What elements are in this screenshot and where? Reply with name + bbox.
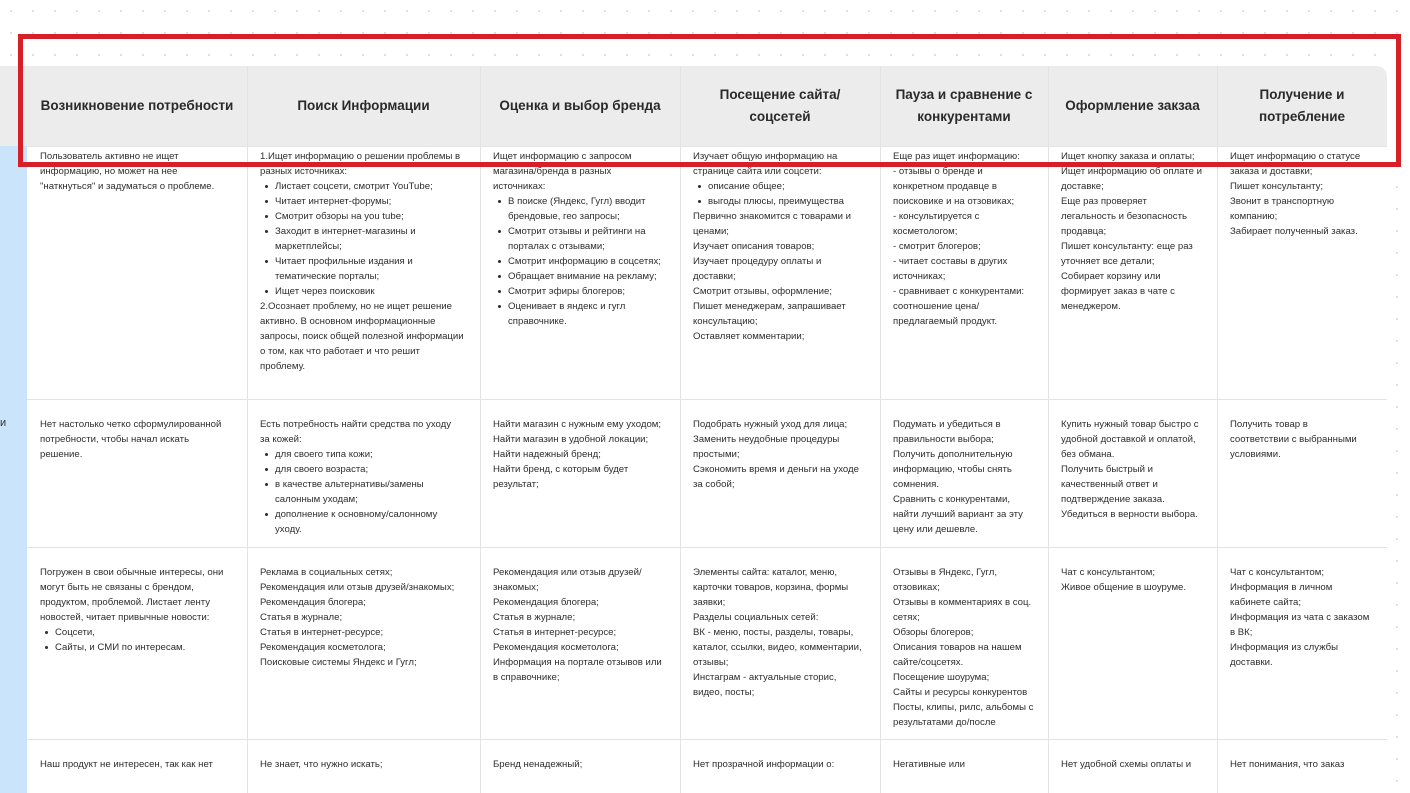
table-cell — [480, 417, 680, 543]
cell-text-line: Статья в интернет-ресурсе; — [493, 627, 617, 638]
column-header-label: Оформление закзаа — [1065, 98, 1200, 113]
cell-text-line: Еще раз ищет информацию: — [893, 151, 1020, 162]
column-header-label: Получение и потребление — [1258, 87, 1346, 124]
cell-text-line: Ищет информацию об оплате и — [1061, 166, 1203, 177]
cell-text-line: без обмана. — [1061, 449, 1115, 460]
cell-text-line: конкретном продавце в — [893, 181, 997, 192]
column-header — [1217, 66, 1387, 146]
cell-text-line: дополнение к основному/салонному — [260, 507, 472, 522]
cell-text-line: Изучает общую информацию на — [693, 151, 838, 162]
cell-text-line: косметологом; — [893, 226, 958, 237]
cell-text-line: источниках: — [493, 181, 546, 192]
cell-text-line: брендовые, гео запросы; — [508, 211, 620, 222]
cell-text-line: в справочнике; — [493, 672, 560, 683]
cell-text-line: Изучает процедуру оплаты и — [693, 256, 822, 267]
table-cell — [27, 757, 247, 789]
cell-text-line: Пишет консультанту: еще раз — [1061, 241, 1193, 252]
cell-text-line: Рекомендация блогера; — [493, 597, 599, 608]
cell-text-line: могут быть не связаны с брендом, — [40, 582, 194, 593]
customer-journey-board — [0, 66, 1387, 793]
table-cell — [247, 149, 480, 395]
cell-text-line: Живое общение в шоуруме. — [1061, 582, 1187, 593]
cell-text-line: Оставляет комментарии; — [693, 331, 805, 342]
cell-text-line: условиями. — [1230, 449, 1281, 460]
cell-text-line: Смотрит отзывы и рейтинги на — [493, 224, 672, 239]
row-label-strip — [0, 146, 27, 793]
cell-text-line: Обзоры блогеров; — [893, 627, 974, 638]
cell-text-line: цену или дешевле. — [893, 524, 978, 535]
cell-text-line: для своего возраста; — [260, 462, 472, 477]
cell-text-line: тематические порталы; — [275, 271, 380, 282]
cell-text-line: Негативные или — [893, 759, 966, 770]
cell-text-line: заказа и доставки; — [1230, 166, 1313, 177]
table-cell — [880, 565, 1048, 735]
cell-text-line: Нет удобной схемы оплаты и — [1061, 759, 1192, 770]
cell-text-line: - отзывы о бренде и — [893, 166, 983, 177]
cell-text-line: Ищет кнопку заказа и оплаты; — [1061, 151, 1195, 162]
cell-text-line: Не знает, что нужно искать; — [260, 759, 383, 770]
cell-text-line: сетях; — [893, 612, 920, 623]
table-cell — [880, 149, 1048, 395]
cell-text-line: за собой; — [693, 479, 735, 490]
cell-text-line: Отзывы в Яндекс, Гугл, — [893, 567, 998, 578]
cell-text-line: проблему. — [260, 361, 306, 372]
cell-text-line: Читает профильные издания и — [260, 254, 472, 269]
cell-text-line: Рекомендация блогера; — [260, 597, 366, 608]
table-cell — [1048, 417, 1217, 543]
cell-text-line: качественный ответ и — [1061, 479, 1158, 490]
cell-text-line: потребности, чтобы начал искать — [40, 434, 190, 445]
cell-text-line: Описания товаров на нашем — [893, 642, 1022, 653]
cell-text-line: 1.Ищет информацию о решении проблемы в — [260, 151, 461, 162]
cell-text-line: каталог, ссылки, видео, комментарии, — [693, 642, 862, 653]
cell-text-line: формирует заказ в чате с — [1061, 286, 1175, 297]
column-header-label: Оценка и выбор бренда — [499, 98, 661, 113]
cell-text-line: ВК - меню, посты, разделы, товары, — [693, 627, 854, 638]
cell-text-line: отзовиках; — [893, 582, 940, 593]
cell-text-line: Звонит в транспортную — [1230, 196, 1335, 207]
cell-text-line: Чат с консультантом; — [1230, 567, 1325, 578]
row-divider — [27, 399, 1387, 400]
row-divider — [27, 739, 1387, 740]
cell-text-line: маркетплейсы; — [275, 241, 342, 252]
cell-text-line: Смотрит эфиры блогеров; — [493, 284, 672, 299]
cell-text-line: Ищет информацию с запросом — [493, 151, 632, 162]
cell-text-line: Найти магазин с нужным ему уходом; — [493, 419, 662, 430]
column-header — [680, 66, 880, 146]
cell-text-line: информацию, но может на нее — [40, 166, 178, 177]
cell-text-line: Убедиться в верности выбора. — [1061, 509, 1198, 520]
cell-text-line: новостей, читает привычные новости: — [40, 612, 210, 623]
cell-text-line: подтверждение заказа. — [1061, 494, 1165, 505]
cell-text-line: Погружен в свои обычные интересы, они — [40, 567, 224, 578]
cell-text-line: заявки; — [693, 597, 726, 608]
cell-text-line: Найти магазин в удобной локации; — [493, 434, 649, 445]
table-cell — [247, 417, 480, 543]
cell-text-line: Забирает полученный заказ. — [1230, 226, 1358, 237]
cell-text-line: кабинете сайта; — [1230, 597, 1301, 608]
cell-text-line: Статья в журнале; — [260, 612, 343, 623]
cell-text-line: компанию; — [1230, 211, 1278, 222]
cell-text-line: Нет настолько четко сформулированной — [40, 419, 222, 430]
cell-text-line: Пользователь активно не ищет — [40, 151, 179, 162]
cell-text-line: Информация на портале отзывов или — [493, 657, 662, 668]
cell-text-line: Подумать и убедиться в — [893, 419, 1001, 430]
cell-text-line: сомнения. — [893, 479, 939, 490]
cell-text-line: Рекомендация косметолога; — [493, 642, 619, 653]
column-header-label: Пауза и сравнение с конкурентами — [895, 87, 1033, 124]
cell-text-line: Собирает корзину или — [1061, 271, 1161, 282]
cell-text-line: доставки; — [693, 271, 736, 282]
cell-text-line: решение. — [40, 449, 83, 460]
cell-text-line: Рекомендация или отзыв друзей/знакомых; — [260, 582, 455, 593]
cell-text-line: Есть потребность найти средства по уходу — [260, 419, 452, 430]
cell-text-line: Получить дополнительную — [893, 449, 1013, 460]
cell-text-line: - читает составы в других — [893, 256, 1008, 267]
table-cell — [27, 417, 247, 543]
table-cell — [1048, 149, 1217, 395]
cell-text-line: видео, посты; — [693, 687, 755, 698]
cell-text-line: Нет прозрачной информации о: — [693, 759, 835, 770]
row-divider — [27, 547, 1387, 548]
cell-text-line: результат; — [493, 479, 539, 490]
table-cell — [1217, 149, 1387, 395]
cell-text-line: Еще раз проверяет — [1061, 196, 1147, 207]
cell-text-line: Смотрит обзоры на you tube; — [260, 209, 472, 224]
cell-text-line: консультацию; — [693, 316, 758, 327]
cell-text-line: - сравнивает с конкурентами: — [893, 286, 1025, 297]
cell-text-line: продуктом, проблемой. Листает ленту — [40, 597, 211, 608]
cell-text-line: справочнике. — [508, 316, 567, 327]
cell-text-line: соответствии с выбранными — [1230, 434, 1357, 445]
cell-text-line: активно. В основном информационные — [260, 316, 436, 327]
cell-text-line: 2.Осознает проблему, но не ищет решение — [260, 301, 452, 312]
table-cell — [480, 565, 680, 735]
cell-text-line: Ищет информацию о статусе — [1230, 151, 1361, 162]
cell-text-line: источниках; — [893, 271, 946, 282]
cell-text-line: Пишет консультанту; — [1230, 181, 1324, 192]
cell-text-line: сайте/соцсетях. — [893, 657, 964, 668]
table-cell — [680, 757, 880, 789]
cell-text-line: Посты, клипы, рилс, альбомы с — [893, 702, 1034, 713]
column-header-label: Посещение сайта/ соцсетей — [719, 87, 841, 124]
column-header-label: Возникновение потребности — [40, 98, 234, 113]
cell-text-line: Разделы социальных сетей: — [693, 612, 819, 623]
cell-text-line: Найти бренд, с которым будет — [493, 464, 629, 475]
cell-text-line: Отзывы в комментариях в соц. — [893, 597, 1032, 608]
cell-text-line: ценами; — [693, 226, 729, 237]
cell-text-line: Купить нужный товар быстро с — [1061, 419, 1199, 430]
cell-text-line: уточняет все детали; — [1061, 256, 1155, 267]
cell-text-line: доставки. — [1230, 657, 1273, 668]
cell-text-line: удобной доставкой и оплатой, — [1061, 434, 1196, 445]
table-cell — [880, 417, 1048, 543]
cell-text-line: "наткнуться" и задуматься о проблеме. — [40, 181, 215, 192]
cell-text-line: найти лучший вариант за эту — [893, 509, 1023, 520]
cell-text-line: Статья в интернет-ресурсе; — [260, 627, 384, 638]
cell-text-line: Рекомендация косметолога; — [260, 642, 386, 653]
cell-text-line: Сайты и ресурсы конкурентов — [893, 687, 1028, 698]
cell-text-line: описание общее; — [693, 179, 872, 194]
table-cell — [27, 565, 247, 735]
cell-text-line: правильности выбора; — [893, 434, 994, 445]
cell-text-line: Подобрать нужный уход для лица; — [693, 419, 848, 430]
cell-text-line: - смотрит блогеров; — [893, 241, 981, 252]
cell-text-line: Пишет менеджерам, запрашивает — [693, 301, 846, 312]
cell-text-line: Статья в журнале; — [493, 612, 576, 623]
table-cell — [247, 565, 480, 735]
cell-text-line: в ВК; — [1230, 627, 1253, 638]
cell-text-line: Получить товар в — [1230, 419, 1308, 430]
cell-text-line: Информация из чата с заказом — [1230, 612, 1370, 623]
cell-text-line: предлагаемый продукт. — [893, 316, 998, 327]
cell-text-line: Наш продукт не интересен, так как нет — [40, 759, 213, 770]
cell-text-line: отзывы; — [693, 657, 729, 668]
cell-text-line: о том, как что работает и что решит — [260, 346, 420, 357]
column-header — [1048, 66, 1217, 146]
cell-text-line: Посещение шоурума; — [893, 672, 990, 683]
cell-text-line: Информация из службы — [1230, 642, 1339, 653]
cell-text-line: карточки товаров, корзина, формы — [693, 582, 849, 593]
row-label: и — [0, 417, 7, 429]
row-divider — [27, 146, 1387, 147]
column-header — [27, 66, 247, 146]
table-cell — [27, 149, 247, 395]
cell-text-line: Смотрит отзывы, оформление; — [693, 286, 833, 297]
cell-text-line: салонным уходам; — [275, 494, 358, 505]
cell-text-line: Сравнить с конкурентами, — [893, 494, 1011, 505]
table-cell — [880, 757, 1048, 789]
cell-text-line: выгоды плюсы, преимущества — [693, 194, 872, 209]
cell-text-line: поисковике и на отзовиках; — [893, 196, 1015, 207]
cell-text-line: Реклама в социальных сетях; — [260, 567, 393, 578]
cell-text-line: порталах с отзывами; — [508, 241, 605, 252]
cell-text-line: Информация в личном — [1230, 582, 1333, 593]
cell-text-line: результатами до/после — [893, 717, 996, 728]
table-cell — [1217, 757, 1387, 789]
cell-text-line: В поиске (Яндекс, Гугл) вводит — [493, 194, 672, 209]
cell-text-line: Нет понимания, что заказ — [1230, 759, 1345, 770]
cell-text-line: легальность и безопасность — [1061, 211, 1187, 222]
cell-text-line: Заходит в интернет-магазины и — [260, 224, 472, 239]
cell-text-line: Инстаграм - актуальные сторис, — [693, 672, 837, 683]
cell-text-line: соотношение цена/ — [893, 301, 980, 312]
cell-text-line: знакомых; — [493, 582, 539, 593]
cell-text-line: Найти надежный бренд; — [493, 449, 601, 460]
cell-text-line: Соцсети, — [40, 625, 239, 640]
cell-text-line: разных источниках: — [260, 166, 348, 177]
cell-text-line: Чат с консультантом; — [1061, 567, 1156, 578]
cell-text-line: Изучает описания товаров; — [693, 241, 815, 252]
cell-text-line: Рекомендация или отзыв друзей/ — [493, 567, 642, 578]
cell-text-line: Заменить неудобные процедуры — [693, 434, 840, 445]
table-cell — [480, 149, 680, 395]
cell-text-line: Листает соцсети, смотрит YouTube; — [260, 179, 472, 194]
cell-text-line: странице сайта или соцсети: — [693, 166, 822, 177]
column-header — [480, 66, 680, 146]
cell-text-line: Сайты, и СМИ по интересам. — [40, 640, 239, 655]
table-cell — [480, 757, 680, 789]
cell-text-line: за кожей: — [260, 434, 302, 445]
cell-text-line: Элементы сайта: каталог, меню, — [693, 567, 838, 578]
table-cell — [247, 757, 480, 789]
table-cell — [1048, 565, 1217, 735]
cell-text-line: информацию, чтобы снять — [893, 464, 1012, 475]
table-cell — [680, 565, 880, 735]
cell-text-line: Сэкономить время и деньги на уходе — [693, 464, 859, 475]
cell-text-line: уходу. — [275, 524, 302, 535]
table-cell — [1048, 757, 1217, 789]
cell-text-line: запросы, поиск общей полезной информации — [260, 331, 464, 342]
table-cell — [680, 149, 880, 395]
cell-text-line: доставке; — [1061, 181, 1104, 192]
cell-text-line: Смотрит информацию в соцсетях; — [493, 254, 672, 269]
cell-text-line: в качестве альтернативы/замены — [260, 477, 472, 492]
cell-text-line: Бренд ненадежный; — [493, 759, 583, 770]
table-cell — [1217, 565, 1387, 735]
column-header-label: Поиск Информации — [297, 98, 430, 113]
cell-text-line: Читает интернет-форумы; — [260, 194, 472, 209]
cell-text-line: продавца; — [1061, 226, 1107, 237]
cell-text-line: простыми; — [693, 449, 740, 460]
cell-text-line: Ищет через поисковик — [260, 284, 472, 299]
cell-text-line: для своего типа кожи; — [260, 447, 472, 462]
cell-text-line: Поисковые системы Яндекс и Гугл; — [260, 657, 417, 668]
column-header — [247, 66, 480, 146]
column-header — [880, 66, 1048, 146]
table-cell — [1217, 417, 1387, 543]
cell-text-line: Получить быстрый и — [1061, 464, 1154, 475]
cell-text-line: Первично знакомится с товарами и — [693, 211, 851, 222]
cell-text-line: - консультируется с — [893, 211, 980, 222]
cell-text-line: менеджером. — [1061, 301, 1121, 312]
table-cell — [680, 417, 880, 543]
cell-text-line: магазина/бренда в разных — [493, 166, 612, 177]
cell-text-line: Оценивает в яндекс и гугл — [493, 299, 672, 314]
cell-text-line: Обращает внимание на рекламу; — [493, 269, 672, 284]
